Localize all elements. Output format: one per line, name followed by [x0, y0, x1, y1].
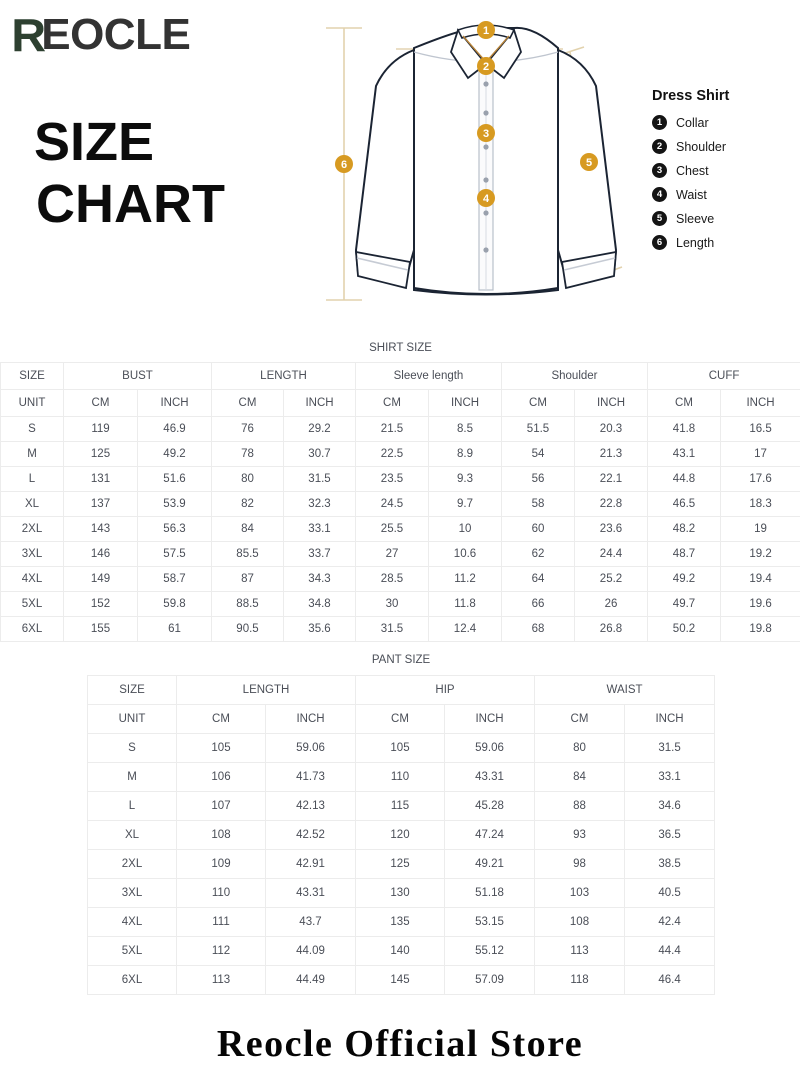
table-cell: 113 — [535, 936, 625, 965]
table-cell: 49.7 — [648, 591, 721, 616]
table-cell: 64 — [502, 566, 575, 591]
table-cell: 135 — [356, 907, 445, 936]
table-row — [88, 878, 715, 907]
table-cell: 76 — [212, 416, 284, 441]
table-cell: 149 — [64, 566, 138, 591]
diagram-legend — [652, 88, 800, 259]
table-cell: 82 — [212, 491, 284, 516]
table-cell: 6XL — [1, 616, 64, 641]
table-cell: 9.7 — [429, 491, 502, 516]
table-row — [88, 733, 715, 762]
column-unit-header: INCH — [266, 704, 356, 733]
column-unit-header: INCH — [284, 389, 356, 416]
table-cell: 120 — [356, 820, 445, 849]
table-cell: 49.2 — [138, 441, 212, 466]
table-cell: 46.9 — [138, 416, 212, 441]
legend-item-label: Shoulder — [676, 139, 727, 154]
table-cell: 19.6 — [721, 591, 800, 616]
table-row — [88, 791, 715, 820]
column-unit-header: UNIT — [88, 704, 177, 733]
table-cell: 112 — [177, 936, 266, 965]
table-cell: 44.09 — [266, 936, 356, 965]
table-cell: 4XL — [1, 566, 64, 591]
column-unit-header: INCH — [575, 389, 648, 416]
table-cell: 8.5 — [429, 416, 502, 441]
column-unit-header: CM — [356, 704, 445, 733]
table-cell: 22.8 — [575, 491, 648, 516]
table-cell: 26 — [575, 591, 648, 616]
table-row — [88, 907, 715, 936]
brand-logo — [11, 9, 191, 61]
shirt-size-table-container — [0, 335, 800, 642]
table-cell: S — [88, 733, 177, 762]
marker-5-sleeve — [580, 153, 598, 171]
table-cell: 43.1 — [648, 441, 721, 466]
table-cell: 21.3 — [575, 441, 648, 466]
table-cell: M — [1, 441, 64, 466]
column-unit-header: UNIT — [1, 389, 64, 416]
table-cell: 4XL — [88, 907, 177, 936]
table-cell: 48.7 — [648, 541, 721, 566]
table-caption-row — [1, 335, 800, 362]
table-cell: 47.24 — [445, 820, 535, 849]
table-cell: 131 — [64, 466, 138, 491]
marker-4-waist — [477, 189, 495, 207]
legend-item-label: Sleeve — [676, 211, 715, 226]
table-cell: 46.5 — [648, 491, 721, 516]
table-cell: 8.9 — [429, 441, 502, 466]
table-cell: 88 — [535, 791, 625, 820]
legend-item-waist — [652, 187, 800, 202]
table-cell: 98 — [535, 849, 625, 878]
table-cell: 43.31 — [266, 878, 356, 907]
pant-size-table-container — [87, 645, 714, 995]
table-cell: 11.2 — [429, 566, 502, 591]
table-cell: 59.8 — [138, 591, 212, 616]
table-cell: 25.5 — [356, 516, 429, 541]
table-cell: 109 — [177, 849, 266, 878]
column-unit-header: INCH — [625, 704, 715, 733]
table-cell: 84 — [212, 516, 284, 541]
marker-2-shoulder — [477, 57, 495, 75]
table-cell: 42.4 — [625, 907, 715, 936]
column-group-header: BUST — [64, 362, 212, 389]
table-cell: 19 — [721, 516, 800, 541]
table-cell: 50.2 — [648, 616, 721, 641]
table-cell: 105 — [356, 733, 445, 762]
column-group-header: SIZE — [88, 675, 177, 704]
table-cell: 6XL — [88, 965, 177, 994]
table-cell: 18.3 — [721, 491, 800, 516]
hero-section — [0, 0, 800, 320]
table-cell: 33.1 — [284, 516, 356, 541]
table-cell: 43.31 — [445, 762, 535, 791]
table-cell: 119 — [64, 416, 138, 441]
shirt-size-table — [0, 335, 800, 642]
table-cell: 34.6 — [625, 791, 715, 820]
pant-size-table — [87, 645, 715, 995]
table-cell: XL — [88, 820, 177, 849]
column-unit-header: CM — [177, 704, 266, 733]
table-row — [1, 441, 800, 466]
table-cell: 78 — [212, 441, 284, 466]
table-row — [1, 491, 800, 516]
title-line-size: SIZE — [34, 112, 155, 172]
table-cell: 23.5 — [356, 466, 429, 491]
table-cell: 61 — [138, 616, 212, 641]
legend-title: Dress Shirt — [652, 88, 730, 104]
table-cell: 25.2 — [575, 566, 648, 591]
legend-item-sleeve — [652, 211, 800, 226]
table-row — [88, 849, 715, 878]
table-group-header-row — [88, 675, 715, 704]
legend-item-label: Waist — [676, 187, 707, 202]
table-cell: 42.13 — [266, 791, 356, 820]
page-title — [34, 112, 225, 235]
table-cell: 113 — [177, 965, 266, 994]
table-row — [1, 566, 800, 591]
table-cell: 56.3 — [138, 516, 212, 541]
table-cell: 5XL — [1, 591, 64, 616]
column-unit-header: CM — [535, 704, 625, 733]
table-cell: 30.7 — [284, 441, 356, 466]
table-cell: 137 — [64, 491, 138, 516]
marker-6-length — [335, 155, 353, 173]
table-cell: 152 — [64, 591, 138, 616]
table-cell: 3XL — [1, 541, 64, 566]
table-cell: 146 — [64, 541, 138, 566]
table-row — [88, 936, 715, 965]
svg-text:3: 3 — [482, 128, 490, 140]
legend-number-icon: 2 — [652, 139, 667, 154]
table-cell: 111 — [177, 907, 266, 936]
table-cell: 42.52 — [266, 820, 356, 849]
column-unit-header: INCH — [721, 389, 800, 416]
table-cell: 125 — [64, 441, 138, 466]
column-group-header: Shoulder — [502, 362, 648, 389]
svg-text:5: 5 — [585, 157, 593, 169]
legend-item-chest — [652, 163, 800, 178]
column-group-header: SIZE — [1, 362, 64, 389]
table-cell: 32.3 — [284, 491, 356, 516]
table-cell: 28.5 — [356, 566, 429, 591]
table-cell: 107 — [177, 791, 266, 820]
table-caption: PANT SIZE — [88, 645, 715, 675]
table-cell: 60 — [502, 516, 575, 541]
table-row — [88, 762, 715, 791]
column-group-header: HIP — [356, 675, 535, 704]
column-group-header: LENGTH — [212, 362, 356, 389]
table-cell: 12.4 — [429, 616, 502, 641]
table-cell: 44.8 — [648, 466, 721, 491]
column-group-header: Sleeve length — [356, 362, 502, 389]
table-cell: 87 — [212, 566, 284, 591]
svg-text:2: 2 — [482, 61, 490, 73]
table-row — [1, 416, 800, 441]
table-cell: 108 — [535, 907, 625, 936]
table-cell: 46.4 — [625, 965, 715, 994]
table-row — [88, 820, 715, 849]
table-cell: 44.49 — [266, 965, 356, 994]
table-cell: 30 — [356, 591, 429, 616]
table-cell: 3XL — [88, 878, 177, 907]
svg-text:1: 1 — [482, 25, 490, 37]
legend-item-label: Chest — [676, 163, 709, 178]
table-cell: 24.5 — [356, 491, 429, 516]
table-cell: S — [1, 416, 64, 441]
table-cell: 110 — [177, 878, 266, 907]
column-unit-header: INCH — [429, 389, 502, 416]
table-cell: 105 — [177, 733, 266, 762]
table-cell: 42.91 — [266, 849, 356, 878]
table-cell: 53.9 — [138, 491, 212, 516]
table-row — [1, 541, 800, 566]
table-cell: L — [88, 791, 177, 820]
table-cell: 29.2 — [284, 416, 356, 441]
table-cell: 41.73 — [266, 762, 356, 791]
table-caption: SHIRT SIZE — [1, 335, 800, 362]
table-cell: 19.8 — [721, 616, 800, 641]
table-cell: 66 — [502, 591, 575, 616]
table-cell: 51.5 — [502, 416, 575, 441]
table-cell: 23.6 — [575, 516, 648, 541]
table-cell: 80 — [535, 733, 625, 762]
table-cell: 49.2 — [648, 566, 721, 591]
table-cell: 43.7 — [266, 907, 356, 936]
table-caption-row — [88, 645, 715, 675]
column-unit-header: CM — [64, 389, 138, 416]
column-group-header: CUFF — [648, 362, 800, 389]
table-cell: 51.18 — [445, 878, 535, 907]
table-cell: 9.3 — [429, 466, 502, 491]
svg-text:4: 4 — [482, 193, 490, 205]
table-unit-header-row — [1, 389, 800, 416]
table-cell: 85.5 — [212, 541, 284, 566]
table-cell: 24.4 — [575, 541, 648, 566]
legend-number-icon: 5 — [652, 211, 667, 226]
table-cell: 17.6 — [721, 466, 800, 491]
legend-number-icon: 6 — [652, 235, 667, 250]
table-row — [1, 516, 800, 541]
table-group-header-row — [1, 362, 800, 389]
logo-letter-r: R — [11, 9, 46, 61]
table-cell: 20.3 — [575, 416, 648, 441]
table-cell: 45.28 — [445, 791, 535, 820]
table-cell: 130 — [356, 878, 445, 907]
table-cell: 103 — [535, 878, 625, 907]
table-cell: 22.1 — [575, 466, 648, 491]
table-cell: 22.5 — [356, 441, 429, 466]
table-cell: 5XL — [88, 936, 177, 965]
column-unit-header: INCH — [138, 389, 212, 416]
legend-item-collar — [652, 115, 800, 130]
table-cell: 118 — [535, 965, 625, 994]
marker-3-chest — [477, 124, 495, 142]
title-line-chart: CHART — [36, 173, 225, 234]
table-cell: 27 — [356, 541, 429, 566]
table-cell: 145 — [356, 965, 445, 994]
table-cell: 106 — [177, 762, 266, 791]
table-cell: 19.4 — [721, 566, 800, 591]
store-footer: Reocle Official Store — [216, 1023, 584, 1065]
column-group-header: WAIST — [535, 675, 715, 704]
table-unit-header-row — [88, 704, 715, 733]
svg-text:6: 6 — [340, 159, 348, 171]
table-cell: 88.5 — [212, 591, 284, 616]
legend-item-shoulder — [652, 139, 800, 154]
table-cell: 59.06 — [445, 733, 535, 762]
table-cell: 17 — [721, 441, 800, 466]
table-cell: 143 — [64, 516, 138, 541]
table-cell: 125 — [356, 849, 445, 878]
left-sleeve-outline — [356, 50, 414, 285]
table-cell: 110 — [356, 762, 445, 791]
table-cell: 115 — [356, 791, 445, 820]
table-cell: 56 — [502, 466, 575, 491]
table-cell: 16.5 — [721, 416, 800, 441]
table-cell: 68 — [502, 616, 575, 641]
table-cell: XL — [1, 491, 64, 516]
column-unit-header: CM — [212, 389, 284, 416]
legend-item-length — [652, 235, 800, 250]
dress-shirt-diagram — [318, 0, 668, 320]
table-cell: 19.2 — [721, 541, 800, 566]
table-cell: 41.8 — [648, 416, 721, 441]
column-unit-header: CM — [356, 389, 429, 416]
marker-1-collar — [477, 21, 495, 39]
table-cell: 55.12 — [445, 936, 535, 965]
table-cell: 54 — [502, 441, 575, 466]
table-row — [1, 466, 800, 491]
table-cell: 35.6 — [284, 616, 356, 641]
table-row — [1, 616, 800, 641]
table-cell: 140 — [356, 936, 445, 965]
legend-number-icon: 1 — [652, 115, 667, 130]
table-cell: 108 — [177, 820, 266, 849]
table-cell: 44.4 — [625, 936, 715, 965]
table-cell: 84 — [535, 762, 625, 791]
column-unit-header: INCH — [445, 704, 535, 733]
table-cell: 36.5 — [625, 820, 715, 849]
table-row — [88, 965, 715, 994]
table-cell: 62 — [502, 541, 575, 566]
table-cell: 34.3 — [284, 566, 356, 591]
table-cell: 21.5 — [356, 416, 429, 441]
table-cell: 31.5 — [356, 616, 429, 641]
table-cell: 33.1 — [625, 762, 715, 791]
table-cell: 80 — [212, 466, 284, 491]
table-cell: 31.5 — [625, 733, 715, 762]
table-cell: M — [88, 762, 177, 791]
column-unit-header: CM — [648, 389, 721, 416]
table-row — [1, 591, 800, 616]
table-cell: 11.8 — [429, 591, 502, 616]
table-cell: 33.7 — [284, 541, 356, 566]
column-group-header: LENGTH — [177, 675, 356, 704]
table-cell: 57.5 — [138, 541, 212, 566]
table-cell: 2XL — [88, 849, 177, 878]
table-cell: 48.2 — [648, 516, 721, 541]
legend-item-label: Collar — [676, 115, 709, 130]
table-cell: 59.06 — [266, 733, 356, 762]
logo-wordmark: EOCLE — [41, 10, 191, 59]
legend-number-icon: 3 — [652, 163, 667, 178]
table-cell: 53.15 — [445, 907, 535, 936]
table-cell: 38.5 — [625, 849, 715, 878]
legend-item-label: Length — [676, 235, 715, 250]
table-cell: 40.5 — [625, 878, 715, 907]
table-cell: 58 — [502, 491, 575, 516]
table-cell: 58.7 — [138, 566, 212, 591]
table-cell: 10.6 — [429, 541, 502, 566]
table-cell: 2XL — [1, 516, 64, 541]
table-cell: 34.8 — [284, 591, 356, 616]
table-cell: 26.8 — [575, 616, 648, 641]
table-cell: 10 — [429, 516, 502, 541]
table-cell: 90.5 — [212, 616, 284, 641]
legend-number-icon: 4 — [652, 187, 667, 202]
table-cell: 93 — [535, 820, 625, 849]
table-cell: 51.6 — [138, 466, 212, 491]
column-unit-header: CM — [502, 389, 575, 416]
table-cell: 31.5 — [284, 466, 356, 491]
table-cell: L — [1, 466, 64, 491]
table-cell: 155 — [64, 616, 138, 641]
table-cell: 49.21 — [445, 849, 535, 878]
table-cell: 57.09 — [445, 965, 535, 994]
